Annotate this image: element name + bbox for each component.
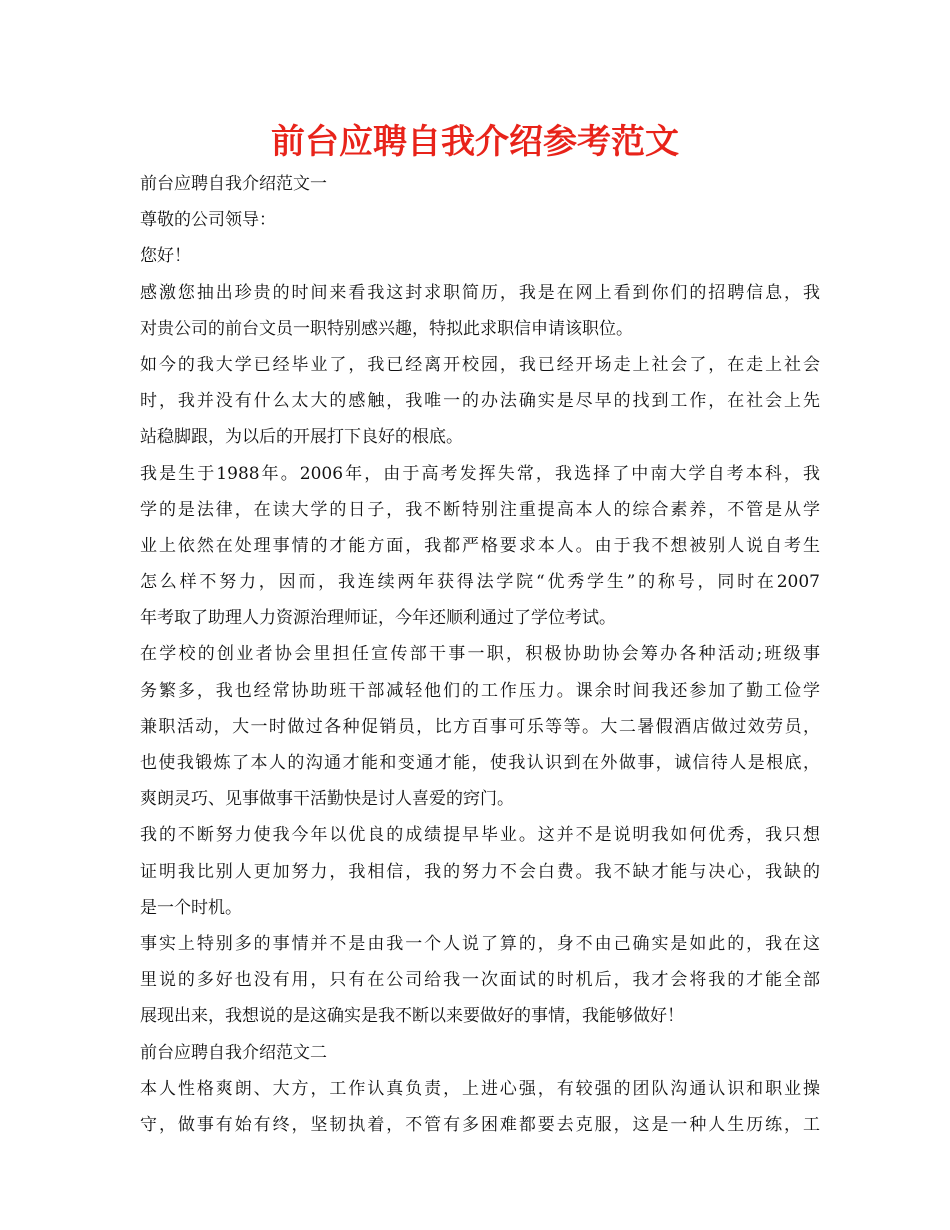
text-line: 您好！ bbox=[140, 246, 191, 267]
text-line: 感激您抽出珍贵的时间来看我这封求职简历，我是在网上看到你们的招聘信息，我 bbox=[140, 282, 820, 303]
text-line: 如今的我大学已经毕业了，我已经离开校园，我已经开场走上社会了，在走上社会 bbox=[140, 354, 820, 375]
text-line: 前台应聘自我介绍范文二 bbox=[140, 1042, 327, 1063]
text-line: 事实上特别多的事情并不是由我一个人说了算的，身不由己确实是如此的，我在这 bbox=[140, 933, 820, 954]
text-line: 务繁多，我也经常协助班干部减轻他们的工作压力。课余时间我还参加了勤工俭学 bbox=[140, 680, 820, 701]
text-line: 爽朗灵巧、见事做事干活勤快是讨人喜爱的窍门。 bbox=[140, 789, 514, 810]
text-line: 是一个时机。 bbox=[140, 897, 242, 918]
document-body bbox=[140, 166, 820, 1143]
text-line: 兼职活动，大一时做过各种促销员，比方百事可乐等等。大二暑假酒店做过效劳员， bbox=[140, 716, 820, 737]
text-line: 站稳脚跟，为以后的开展打下良好的根底。 bbox=[140, 427, 463, 448]
text-line: 年考取了助理人力资源治理师证，今年还顺利通过了学位考试。 bbox=[140, 608, 616, 629]
text-line: 守，做事有始有终，坚韧执着，不管有多困难都要去克服，这是一种人生历练，工 bbox=[140, 1114, 820, 1135]
text-line: 前台应聘自我介绍范文一 bbox=[140, 174, 327, 194]
text-line: 本人性格爽朗、大方，工作认真负责，上进心强，有较强的团队沟通认识和职业操 bbox=[140, 1078, 820, 1099]
text-line: 对贵公司的前台文员一职特别感兴趣，特拟此求职信申请该职位。 bbox=[140, 318, 633, 339]
text-line: 时，我并没有什么太大的感触，我唯一的办法确实是尽早的找到工作，在社会上先 bbox=[140, 391, 820, 412]
text-line: 我的不断努力使我今年以优良的成绩提早毕业。这并不是说明我如何优秀，我只想 bbox=[140, 825, 820, 846]
text-line: 学的是法律，在读大学的日子，我不断特别注重提高本人的综合素养，不管是从学 bbox=[140, 499, 820, 520]
text-line: 业上依然在处理事情的才能方面，我都严格要求本人。由于我不想被别人说自考生 bbox=[140, 535, 820, 556]
text-line: 尊敬的公司领导： bbox=[140, 210, 276, 231]
document-title: 前台应聘自我介绍参考范文 bbox=[271, 122, 679, 162]
text-line: 在学校的创业者协会里担任宣传部干事一职，积极协助协会筹办各种活动;班级事 bbox=[140, 644, 820, 665]
text-line: 也使我锻炼了本人的沟通才能和变通才能，使我认识到在外做事，诚信待人是根底， bbox=[140, 753, 820, 773]
text-line: 我是生于1988年。2006年，由于高考发挥失常，我选择了中南大学自考本科，我 bbox=[140, 463, 820, 484]
text-line: 展现出来，我想说的是这确实是我不断以来要做好的事情，我能够做好！ bbox=[140, 1006, 684, 1027]
text-line: 里说的多好也没有用，只有在公司给我一次面试的时机后，我才会将我的才能全部 bbox=[140, 970, 820, 991]
text-line: 证明我比别人更加努力，我相信，我的努力不会白费。我不缺才能与决心，我缺的 bbox=[140, 861, 820, 882]
text-line: 怎么样不努力，因而，我连续两年获得法学院“优秀学生”的称号，同时在2007 bbox=[140, 572, 820, 593]
